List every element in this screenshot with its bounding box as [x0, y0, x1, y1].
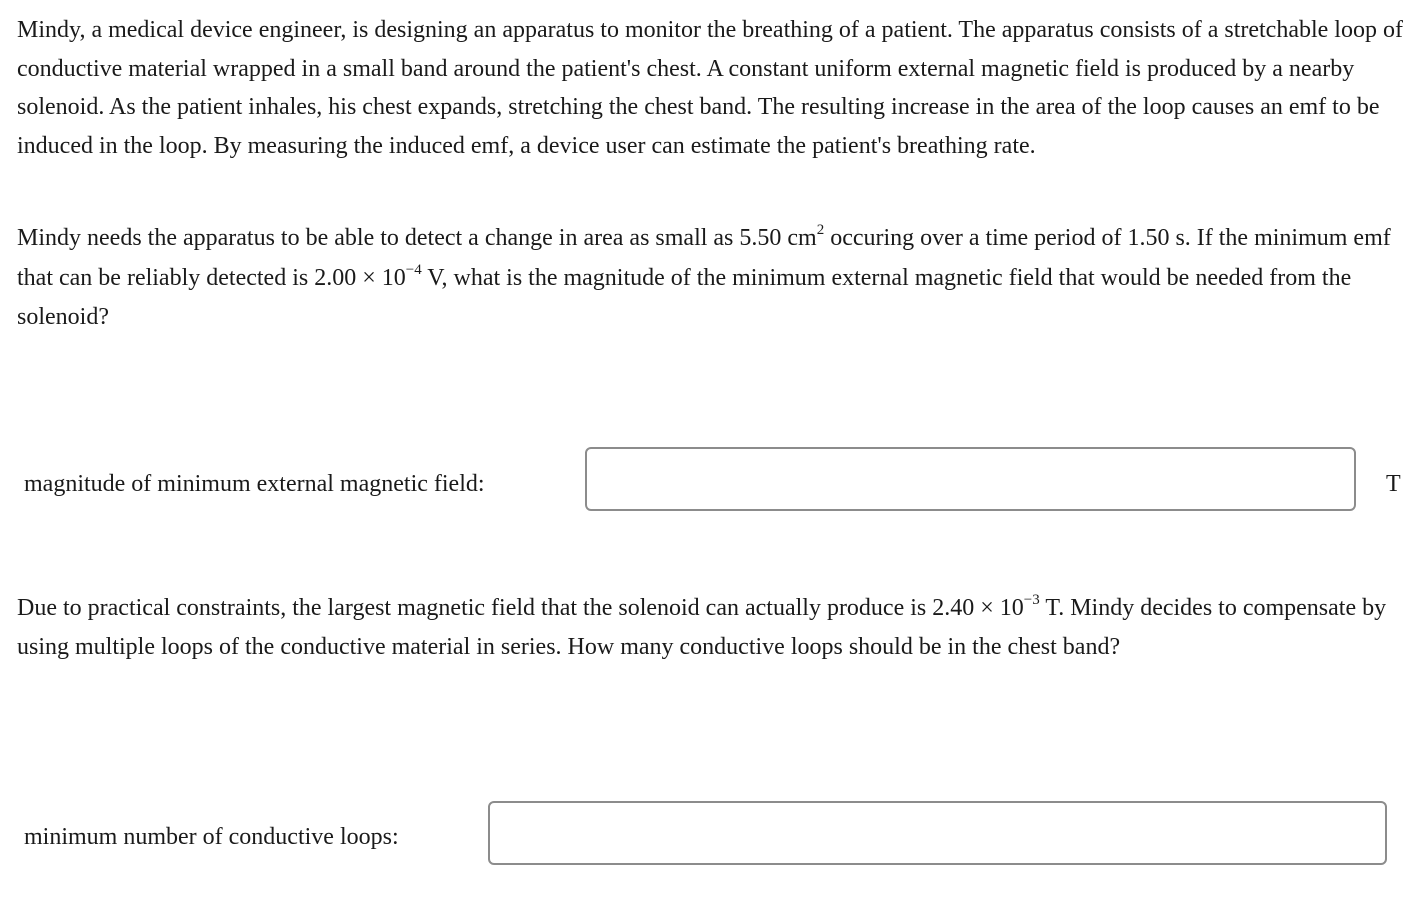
exponent: 2 [816, 222, 825, 238]
exponent: −4 [405, 261, 422, 278]
loops-answer-input[interactable] [488, 801, 1387, 865]
question-paragraph-part-two [17, 589, 1417, 667]
text-segment: Mindy needs the apparatus to be able to detect a change in area as small as 5.50 cm [17, 225, 817, 251]
question-paragraph-part-one [17, 219, 1417, 338]
exponent: −3 [1023, 592, 1040, 608]
loops-answer-label: minimum number of conductive loops: [24, 824, 399, 850]
text-segment: V, what is the magnitude of the minimum external magnetic field that would be needed from the solenoid? [17, 264, 1352, 330]
magnetic-field-answer-label: magnitude of minimum external magnetic field: [24, 471, 485, 497]
text-segment: Due to practical constraints, the largest magnetic field that the solenoid can actually produce is 2.40 × 10 [17, 595, 1024, 621]
magnetic-field-answer-input[interactable] [585, 447, 1356, 511]
magnetic-field-unit: T [1386, 471, 1401, 497]
text-segment: occuring over a time period of 1.50 s. If the minimum emf that can be reliably detected is 2.00 × 10 [17, 225, 1391, 291]
text-segment: T. Mindy decides to compensate by using multiple loops of the conductive material in series. How many conductive loops should be in the chest band? [17, 595, 1387, 660]
question-paragraph-intro: Mindy, a medical device engineer, is designing an apparatus to monitor the breathing of a patient. The apparatus consists of a stretchable loop of conductive material wrapped in a small band around the patient's chest. A constant uniform external magnetic field is produced by a nearby solenoid. As the patient inhales, his chest expands, stretching the chest band. The resulting increase in the area of the loop causes an emf to be induced in the loop. By measuring the induced emf, a device user can estimate the patient's breathing rate. [17, 17, 1403, 159]
